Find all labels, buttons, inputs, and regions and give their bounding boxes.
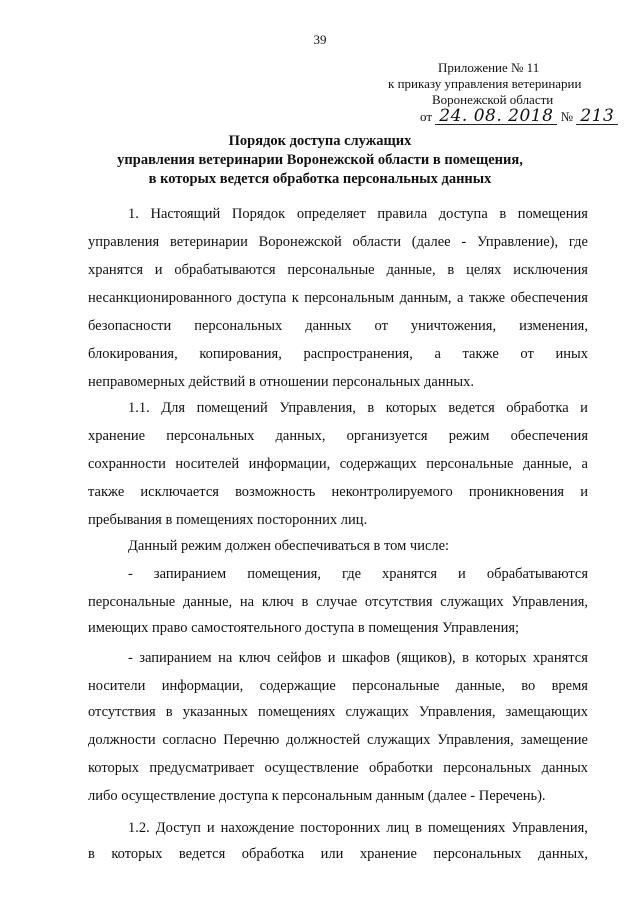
text-line: неправомерных действий в отношении персональных данных. <box>88 374 474 390</box>
appendix-number: Приложение № 11 <box>438 60 540 75</box>
word: правила <box>377 206 428 222</box>
word: данных <box>541 760 588 776</box>
text-line <box>88 344 588 364</box>
word: носителей <box>175 456 240 472</box>
word: помещениях <box>257 704 336 720</box>
word: - <box>461 234 467 250</box>
text-line <box>88 288 588 308</box>
word: распространения, <box>303 346 413 362</box>
text-line <box>88 844 588 864</box>
word: в <box>301 594 309 610</box>
text-line <box>88 204 588 224</box>
word: сейфов <box>277 650 322 666</box>
word: или <box>320 846 344 862</box>
word: несанкционированного <box>88 290 232 306</box>
word: в <box>499 206 507 222</box>
word: 1. <box>128 206 139 222</box>
number-prefix: № <box>560 109 574 124</box>
word: Управления, <box>437 732 514 748</box>
word: данные, <box>183 594 233 610</box>
word: и <box>458 566 466 582</box>
text-line <box>88 818 588 838</box>
word: Управление), <box>476 234 559 250</box>
word: обрабатываются <box>486 566 588 582</box>
word: проникновения <box>468 484 565 500</box>
text-line: либо осуществление доступа к персональным данным (далее - Перечень). <box>88 788 546 804</box>
word: обрабатываются <box>174 262 276 278</box>
word: и <box>154 262 163 278</box>
word: в <box>165 704 173 720</box>
word: служащих <box>367 732 431 748</box>
word: области <box>352 234 401 250</box>
page-number: 39 <box>313 32 327 47</box>
word: помещений <box>196 400 268 416</box>
word: копирования, <box>199 346 282 362</box>
text-line <box>88 564 588 584</box>
word: изменения, <box>519 318 588 334</box>
word: данные, <box>386 262 436 278</box>
word: Воронежской <box>258 234 342 250</box>
word: в <box>415 820 422 836</box>
title-line-3: в которых ведется обработка персональных данных <box>148 171 492 187</box>
word: запиранием <box>139 650 212 666</box>
word: данных <box>305 318 352 334</box>
word: персональным <box>304 290 395 306</box>
word: уничтожения, <box>410 318 497 334</box>
text-line <box>88 426 588 446</box>
word: Настоящий <box>150 206 221 222</box>
word: в <box>367 400 375 416</box>
word: замещающих <box>505 704 588 720</box>
word: данные, <box>455 678 505 694</box>
word: должностей <box>286 732 361 748</box>
handwritten-date: 24. 08. 2018 <box>435 108 557 125</box>
word: персональных <box>194 318 283 334</box>
appendix-date-line <box>400 106 615 126</box>
text-line <box>88 758 588 778</box>
appendix-region: Воронежской области <box>432 92 554 107</box>
word: в <box>447 262 455 278</box>
word: возможность <box>235 484 316 500</box>
word: - <box>128 650 133 666</box>
word: помещения <box>517 206 588 222</box>
text-line: пребывания в помещениях посторонних лиц. <box>88 512 368 528</box>
title-line-1: Порядок доступа служащих <box>228 133 412 149</box>
word: где <box>568 234 588 250</box>
word: отсутствия <box>364 594 433 610</box>
word: исключается <box>140 484 219 500</box>
word: посторонних <box>300 820 381 836</box>
word: содержащих <box>339 456 417 472</box>
word: персональных <box>433 846 522 862</box>
word: организуется <box>346 428 428 444</box>
word: запиранием <box>153 566 227 582</box>
word: данные, <box>522 456 573 472</box>
word: в <box>88 846 95 862</box>
word: 1.2. <box>128 820 150 836</box>
word: Для <box>161 400 186 416</box>
word: данных, <box>275 428 326 444</box>
word: а <box>581 456 588 472</box>
word: в <box>462 650 469 666</box>
word: во <box>521 678 536 694</box>
title-line-2: управления ветеринарии Воронежской области в помещения, <box>117 152 523 168</box>
word: персональные <box>287 262 375 278</box>
word: лиц <box>386 820 410 836</box>
word: Управления, <box>418 704 496 720</box>
word: данным, <box>399 290 452 306</box>
word: обеспечения <box>510 428 588 444</box>
word: блокирования, <box>88 346 178 362</box>
word: исключения <box>513 262 588 278</box>
word: обработка <box>241 846 305 862</box>
word: (далее <box>411 234 451 250</box>
word: Управления, <box>279 400 356 416</box>
word: режим <box>448 428 490 444</box>
word: а <box>434 346 441 362</box>
word: персональных <box>443 760 532 776</box>
word: а <box>456 290 464 306</box>
word: и <box>327 650 336 666</box>
word: нахождение <box>220 820 295 836</box>
text-line <box>88 676 588 696</box>
word: Порядок <box>231 206 286 222</box>
word: 1.1. <box>128 400 150 416</box>
word: ветеринарии <box>169 234 248 250</box>
text-line <box>88 454 588 474</box>
text-line: имеющих право самостоятельного доступа в помещения Управления; <box>88 620 520 636</box>
word: персональных <box>166 428 255 444</box>
word: помещениях <box>427 820 506 836</box>
word: обработки <box>369 760 433 776</box>
word: также <box>468 290 506 306</box>
word: хранятся <box>88 262 143 278</box>
word: Управления, <box>511 594 588 610</box>
word: которых <box>88 760 140 776</box>
word: где <box>341 566 362 582</box>
word: информации, <box>161 678 244 694</box>
word: помещения, <box>247 566 321 582</box>
word: персональные <box>426 456 514 472</box>
text-line <box>88 398 588 418</box>
word: осуществление <box>264 760 359 776</box>
word: которых <box>111 846 163 862</box>
word: - <box>128 566 133 582</box>
text-line <box>88 648 588 668</box>
appendix-order-reference: к приказу управления ветеринарии <box>388 76 582 91</box>
word: Доступ <box>155 820 201 836</box>
word: хранение <box>88 428 146 444</box>
word: ключ <box>261 594 294 610</box>
word: ведется <box>448 400 495 416</box>
word: должности <box>88 732 156 748</box>
word: хранение <box>359 846 417 862</box>
word: персональные <box>352 678 440 694</box>
word: обработка <box>506 400 569 416</box>
word: доступа <box>237 290 287 306</box>
date-prefix: от <box>420 109 433 124</box>
word: информации, <box>248 456 331 472</box>
word: шкафов <box>342 650 390 666</box>
text-line <box>88 482 588 502</box>
word: согласно <box>162 732 217 748</box>
word: от <box>374 318 388 334</box>
word: доступа <box>438 206 488 222</box>
handwritten-number: 213 <box>576 108 618 125</box>
word: на <box>239 594 255 610</box>
word: которых <box>385 400 437 416</box>
text-line <box>88 730 588 750</box>
word: время <box>551 678 588 694</box>
word: Перечню <box>223 732 280 748</box>
word: от <box>520 346 534 362</box>
word: случае <box>316 594 358 610</box>
word: и <box>206 820 215 836</box>
word: предусматривает <box>149 760 255 776</box>
word: целях <box>466 262 502 278</box>
word: иных <box>555 346 588 362</box>
word: к <box>291 290 299 306</box>
word: замещение <box>520 732 588 748</box>
word: указанных <box>182 704 248 720</box>
word: (ящиков), <box>396 650 456 666</box>
word: безопасности <box>88 318 172 334</box>
word: также <box>88 484 125 500</box>
text-line <box>88 260 588 280</box>
word: служащих <box>345 704 409 720</box>
word: определяет <box>296 206 366 222</box>
word: и <box>580 400 588 416</box>
text-line <box>88 232 588 252</box>
text-line: Данный режим должен обеспечиваться в том числе: <box>128 538 450 554</box>
document-title <box>0 132 640 189</box>
word: хранятся <box>532 650 588 666</box>
word: содержащие <box>259 678 336 694</box>
word: также <box>462 346 499 362</box>
word: ключ <box>238 650 271 666</box>
word: ведется <box>178 846 226 862</box>
word: неконтролируемого <box>331 484 453 500</box>
word: на <box>218 650 233 666</box>
word: служащих <box>440 594 504 610</box>
appendix-block <box>388 60 615 126</box>
word: Управления, <box>511 820 588 836</box>
word: хранятся <box>382 566 438 582</box>
text-line <box>88 702 588 722</box>
word: сохранности <box>88 456 166 472</box>
text-line <box>88 316 588 336</box>
word: обеспечения <box>510 290 588 306</box>
word: которых <box>475 650 527 666</box>
text-line <box>88 592 588 612</box>
word: управления <box>88 234 160 250</box>
word: отсутствия <box>88 704 156 720</box>
word: персональные <box>88 594 176 610</box>
word: и <box>580 484 588 500</box>
word: данных, <box>538 846 588 862</box>
word: носители <box>88 678 146 694</box>
